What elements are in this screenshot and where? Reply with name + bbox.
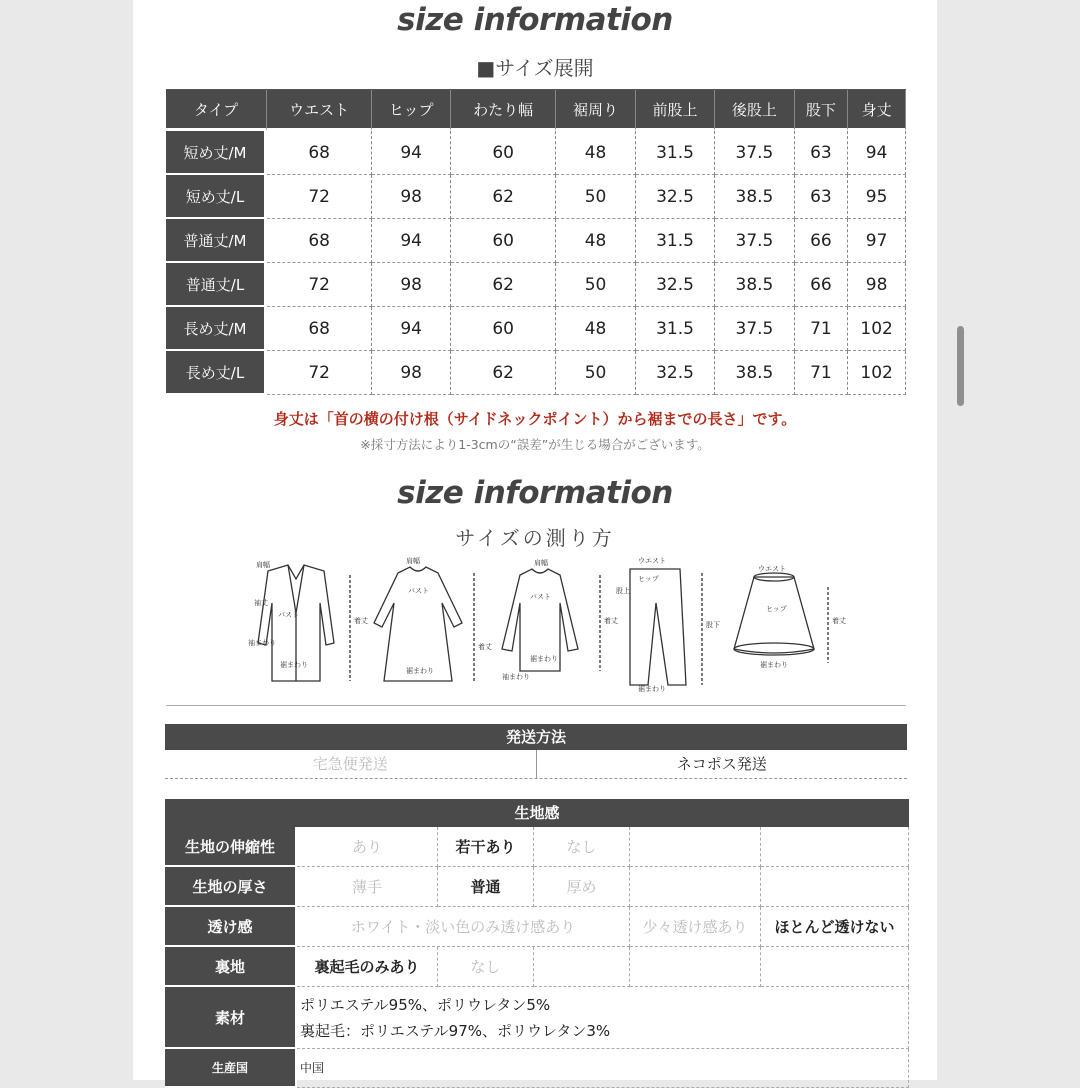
table-cell: 60 bbox=[451, 131, 556, 175]
table-cell: 32.5 bbox=[636, 351, 715, 395]
label-length: 着丈 bbox=[604, 617, 618, 625]
table-cell: 102 bbox=[848, 307, 906, 351]
table-row bbox=[166, 219, 906, 263]
table-cell: 31.5 bbox=[636, 219, 715, 263]
table-cell: 63 bbox=[795, 131, 849, 175]
section-divider bbox=[166, 705, 906, 706]
table-cell: 50 bbox=[556, 175, 635, 219]
thickness-opt: 厚め bbox=[534, 867, 630, 907]
material-line-1: ポリエステル95%、ポリウレタン5% bbox=[300, 995, 551, 1014]
table-row bbox=[165, 827, 909, 867]
table-cell: 71 bbox=[795, 351, 849, 395]
fabric-section bbox=[165, 799, 909, 1088]
label-waist: ウエスト bbox=[638, 557, 666, 565]
product-page bbox=[133, 0, 937, 1080]
label-hem: 裾まわり bbox=[638, 685, 666, 693]
origin-label: 生産国 bbox=[165, 1049, 297, 1088]
table-cell: 37.5 bbox=[715, 307, 794, 351]
table-cell: 68 bbox=[267, 219, 372, 263]
table-cell: 94 bbox=[372, 307, 451, 351]
table-cell: 94 bbox=[372, 219, 451, 263]
table-row bbox=[165, 1049, 909, 1088]
table-cell: 60 bbox=[451, 307, 556, 351]
size-table bbox=[166, 89, 906, 395]
label-shoulder: 肩幅 bbox=[534, 559, 548, 567]
lining-label: 裏地 bbox=[165, 947, 297, 987]
sheer-opt: ホワイト・淡い色のみ透け感あり bbox=[297, 907, 630, 947]
scrollbar-thumb[interactable] bbox=[957, 326, 964, 406]
label-hip: ヒップ bbox=[638, 575, 659, 583]
header-cell: タイプ bbox=[166, 90, 267, 131]
sheer-label: 透け感 bbox=[165, 907, 297, 947]
stretch-opt-selected: 若干あり bbox=[438, 827, 534, 867]
empty-cell bbox=[630, 947, 761, 987]
label-rise: 股上 bbox=[616, 587, 630, 595]
fabric-table bbox=[165, 827, 909, 1088]
header-cell: ヒップ bbox=[372, 90, 451, 131]
table-row bbox=[165, 907, 909, 947]
table-cell: 102 bbox=[848, 351, 906, 395]
table-cell: 37.5 bbox=[715, 219, 794, 263]
table-cell: 94 bbox=[848, 131, 906, 175]
lining-opt-selected: 裏起毛のみあり bbox=[297, 947, 438, 987]
header-cell: ウエスト bbox=[267, 90, 372, 131]
thickness-opt: 薄手 bbox=[297, 867, 438, 907]
origin-value: 中国 bbox=[297, 1049, 909, 1088]
table-cell: 95 bbox=[848, 175, 906, 219]
table-cell: 97 bbox=[848, 219, 906, 263]
dress-diagram-icon bbox=[374, 567, 462, 681]
table-cell: 72 bbox=[267, 175, 372, 219]
table-cell: 37.5 bbox=[715, 131, 794, 175]
shipping-title: 発送方法 bbox=[165, 724, 907, 750]
table-cell: 68 bbox=[267, 131, 372, 175]
label-hem: 裾まわり bbox=[280, 661, 308, 669]
label-hem: 裾まわり bbox=[760, 661, 788, 669]
table-cell: 48 bbox=[556, 307, 635, 351]
label-length: 着丈 bbox=[354, 617, 368, 625]
label-bust: バスト bbox=[530, 593, 551, 601]
table-cell: 98 bbox=[372, 263, 451, 307]
skirt-diagram-icon bbox=[734, 573, 814, 655]
label-cuff: 袖まわり bbox=[502, 673, 530, 681]
material-line-2: 裏起毛：ポリエステル97%、ポリウレタン3% bbox=[300, 1021, 611, 1040]
sheer-opt-selected: ほとんど透けない bbox=[761, 907, 909, 947]
table-cell: 60 bbox=[451, 219, 556, 263]
table-cell: 66 bbox=[795, 263, 849, 307]
table-cell: 32.5 bbox=[636, 175, 715, 219]
table-cell: 38.5 bbox=[715, 175, 794, 219]
header-cell: 後股上 bbox=[715, 90, 794, 131]
header-cell: 前股上 bbox=[636, 90, 715, 131]
label-shoulder: 肩幅 bbox=[256, 561, 270, 569]
table-cell: 31.5 bbox=[636, 131, 715, 175]
material-value bbox=[297, 987, 909, 1049]
table-cell: 31.5 bbox=[636, 307, 715, 351]
table-cell: 63 bbox=[795, 175, 849, 219]
empty-cell bbox=[761, 867, 909, 907]
table-cell: 72 bbox=[267, 351, 372, 395]
empty-cell bbox=[761, 947, 909, 987]
table-cell: 62 bbox=[451, 175, 556, 219]
shipping-section bbox=[165, 724, 907, 779]
label-hem: 裾まわり bbox=[530, 655, 558, 663]
table-cell: 38.5 bbox=[715, 263, 794, 307]
label-bust: バスト bbox=[408, 587, 429, 595]
empty-cell bbox=[534, 947, 630, 987]
table-cell: 72 bbox=[267, 263, 372, 307]
size-chart-subtitle: ■サイズ展開 bbox=[476, 56, 594, 80]
table-cell: 50 bbox=[556, 263, 635, 307]
stretch-label: 生地の伸縮性 bbox=[165, 827, 297, 867]
table-cell: 48 bbox=[556, 131, 635, 175]
label-length: 着丈 bbox=[832, 617, 846, 625]
table-cell: 68 bbox=[267, 307, 372, 351]
table-cell: 62 bbox=[451, 263, 556, 307]
row-label: 普通丈/L bbox=[166, 263, 267, 307]
header-cell: 身丈 bbox=[848, 90, 906, 131]
table-row bbox=[166, 307, 906, 351]
label-inseam: 股下 bbox=[706, 621, 720, 629]
row-label: 長め丈/L bbox=[166, 351, 267, 395]
table-cell: 48 bbox=[556, 219, 635, 263]
table-cell: 98 bbox=[372, 175, 451, 219]
header-cell: わたり幅 bbox=[451, 90, 556, 131]
lining-opt: なし bbox=[438, 947, 534, 987]
size-info-title: size information bbox=[397, 2, 673, 38]
shipping-option-takkyubin: 宅急便発送 bbox=[165, 750, 537, 778]
size-table-header bbox=[166, 90, 906, 131]
table-cell: 94 bbox=[372, 131, 451, 175]
label-length: 着丈 bbox=[478, 643, 492, 651]
empty-cell bbox=[761, 827, 909, 867]
table-cell: 50 bbox=[556, 351, 635, 395]
material-label: 素材 bbox=[165, 987, 297, 1049]
size-info-title-2: size information bbox=[397, 475, 673, 511]
table-cell: 98 bbox=[372, 351, 451, 395]
table-cell: 38.5 bbox=[715, 351, 794, 395]
measurement-diagrams bbox=[238, 553, 846, 693]
pants-diagram-icon bbox=[630, 569, 686, 685]
table-row bbox=[165, 947, 909, 987]
table-row bbox=[165, 987, 909, 1049]
table-row bbox=[166, 131, 906, 175]
shipping-options bbox=[165, 750, 907, 779]
table-cell: 32.5 bbox=[636, 263, 715, 307]
thickness-opt-selected: 普通 bbox=[438, 867, 534, 907]
label-sleeve: 袖丈 bbox=[254, 599, 268, 607]
table-row bbox=[165, 867, 909, 907]
how-to-measure-subtitle: サイズの測り方 bbox=[455, 526, 615, 550]
table-row bbox=[166, 175, 906, 219]
label-bust: バスト bbox=[278, 611, 299, 619]
row-label: 短め丈/L bbox=[166, 175, 267, 219]
empty-cell bbox=[630, 867, 761, 907]
length-note: 身丈は「首の横の付け根（サイドネックポイント）から裾までの長さ」です。 bbox=[273, 410, 797, 428]
stretch-opt: なし bbox=[534, 827, 630, 867]
table-cell: 71 bbox=[795, 307, 849, 351]
table-row bbox=[166, 351, 906, 395]
fabric-title: 生地感 bbox=[165, 799, 909, 827]
row-label: 短め丈/M bbox=[166, 131, 267, 175]
label-hip: ヒップ bbox=[766, 605, 787, 613]
thickness-label: 生地の厚さ bbox=[165, 867, 297, 907]
row-label: 長め丈/M bbox=[166, 307, 267, 351]
table-cell: 98 bbox=[848, 263, 906, 307]
table-cell: 66 bbox=[795, 219, 849, 263]
empty-cell bbox=[630, 827, 761, 867]
sheer-opt: 少々透け感あり bbox=[630, 907, 761, 947]
row-label: 普通丈/M bbox=[166, 219, 267, 263]
measurement-tolerance-note: ※採寸方法により1-3cmの“誤差”が生じる場合がございます。 bbox=[360, 437, 710, 452]
label-shoulder: 肩幅 bbox=[406, 557, 420, 565]
header-cell: 裾周り bbox=[556, 90, 635, 131]
label-hem: 裾まわり bbox=[406, 667, 434, 675]
table-cell: 62 bbox=[451, 351, 556, 395]
header-cell: 股下 bbox=[795, 90, 849, 131]
stretch-opt: あり bbox=[297, 827, 438, 867]
table-row bbox=[166, 263, 906, 307]
shipping-option-nekopos: ネコポス発送 bbox=[676, 755, 767, 773]
label-waist: ウエスト bbox=[758, 565, 786, 573]
label-cuff: 袖まわり bbox=[248, 639, 276, 647]
